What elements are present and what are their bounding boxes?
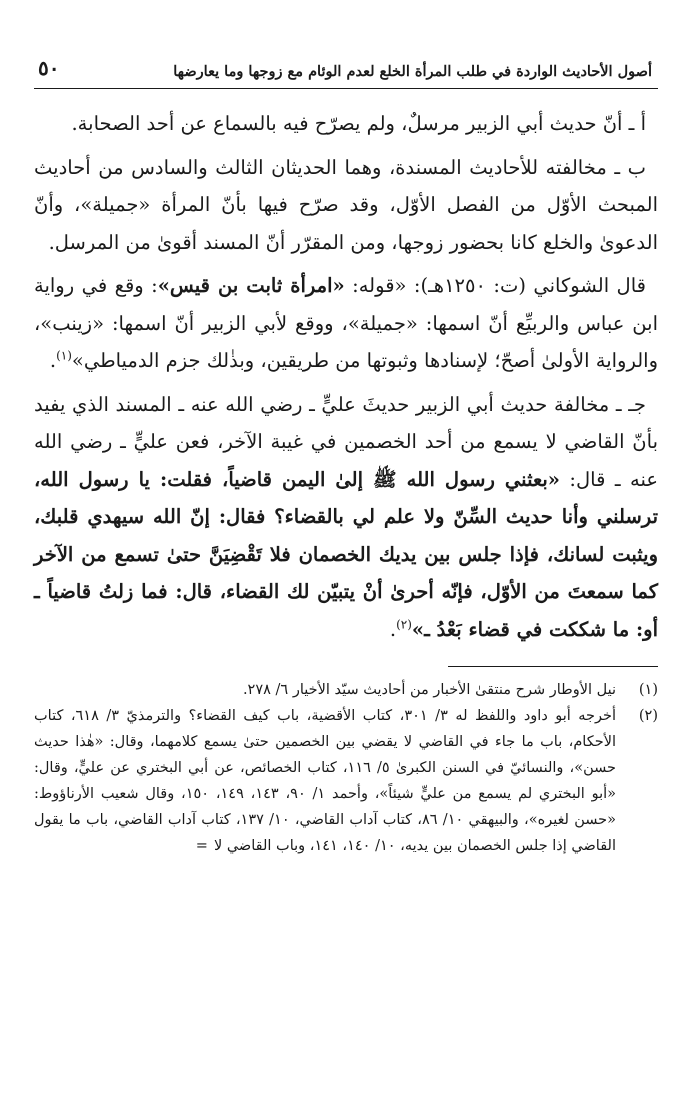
footnote-text: أخرجه أبو داود واللفظ له ٣/ ٣٠١، كتاب الأقضية، باب كيف القضاء؟ والترمذيّ ٣/ ٦١٨، كتاب الأحكام، باب ما جاء في القاضي لا يقضي بين الخصمين حتىٰ يسمع كلامهما، وقال: «هٰذا حديث حسن»، والنسائيّ في السنن الكبرىٰ ٥/ ١١٦، كتاب الخصائص، عن أبي البختري عن عليٍّ، وقال: «أبو البختري لم يسمع من عليٍّ شيئاً»، وأحمد ١/ ٩٠، ١٤٣، ١٤٩، ١٥٠، وقال شعيب الأرناؤوط: «حسن لغيره»، والبيهقي ١٠/ ٨٦، كتاب آداب القاضي، ١٠/ ١٣٧، كتاب آداب القاضي، باب ما يقول القاضي إذا جلس الخصمان بين يديه، ١٠/ ١٤٠، ١٤١، وباب القاضي لا (34, 708, 617, 854)
footnote-body (34, 703, 616, 859)
page-header (34, 56, 658, 89)
footnotes (34, 677, 658, 859)
paragraph-end-mark: . (49, 349, 57, 372)
paragraph-a: أ ـ أنّ حديث أبي الزبير مرسلٌ، ولم يصرّح فيه بالسماع عن أحد الصحابة. (71, 112, 646, 135)
running-title: أصول الأحاديث الواردة في طلب المرأة الخلع لعدم الوئام مع زوجها وما يعارضها (173, 63, 652, 80)
main-text (34, 105, 658, 648)
quoted-hadith-phrase: «امرأة ثابت بن قيس» (157, 274, 345, 297)
paragraph-shawkani-quote (34, 267, 658, 380)
quote-intro: قال الشوكاني (ت: ١٢٥٠هـ): «قوله: (344, 274, 646, 297)
footnote-2 (34, 703, 658, 859)
quote-text: : وقع في رواية ابن عباس والربيِّع أنّ اسمها: «جميلة»، ووقع لأبي الزبير أنّ اسمها: «زينب»، والرواية الأولىٰ أصحّ؛ لإسنادها وثبوتها من طريقين، وبذٰلك جزم الدمياطي» (34, 274, 658, 372)
paragraph-b: ب ـ مخالفته للأحاديث المسندة، وهما الحديثان الثالث والسادس من أحاديث المبحث الأوّل من الفصل الأوّل، وقد صرّح فيها بأنّ المرأة «جميلة»، وأنّ الدعوىٰ والخلع كانا بحضور زوجها، ومن المقرّر أنّ المسند أقوىٰ من المرسل. (34, 155, 658, 254)
footnote-separator (448, 666, 658, 667)
paragraph-c (34, 386, 658, 649)
footnote-1 (34, 677, 658, 703)
footnote-number: (٢) (638, 708, 658, 724)
hadith-text: «بعثني رسول الله ﷺ إلىٰ اليمن قاضياً، فقلت: يا رسول الله، ترسلني وأنا حديث السِّنّ ولا علم لي بالقضاء؟ فقال: إنّ الله سيهدي قلبك، ويثبت لسانك، فإذا جلس بين يديك الخصمان فلا تَقْضِيَنَّ حتىٰ تسمع من الآخر كما سمعتَ من الأوّل، فإنّه أحرىٰ أنْ يتبيّن لك القضاء، قال: فما زلتُ قاضياً ـ أو: ما شككت في قضاء بَعْدُ ـ» (34, 467, 658, 641)
paragraph-c-intro: جـ ـ مخالفة حديث أبي الزبير حديثَ عليٍّ ـ رضي الله عنه ـ المسند الذي يفيد بأنّ القاضي لا يسمع من أحد الخصمين في غيبة الآخر، فعن عليٍّ ـ رضي الله عنه ـ قال: (34, 392, 658, 491)
footnote-text: نيل الأوطار شرح منتقىٰ الأخبار من أحاديث سيّد الأخيار ٦/ ٢٧٨. (242, 682, 616, 698)
page-number: ٥٠ (38, 56, 60, 80)
paragraph-end-mark: . (389, 617, 397, 641)
footnote-number: (١) (638, 682, 658, 698)
footnote-reference-2[interactable]: (٢) (396, 617, 412, 631)
footnote-reference-1[interactable]: (١) (56, 348, 72, 363)
document-page (34, 56, 658, 859)
continuation-mark: = (195, 838, 208, 854)
